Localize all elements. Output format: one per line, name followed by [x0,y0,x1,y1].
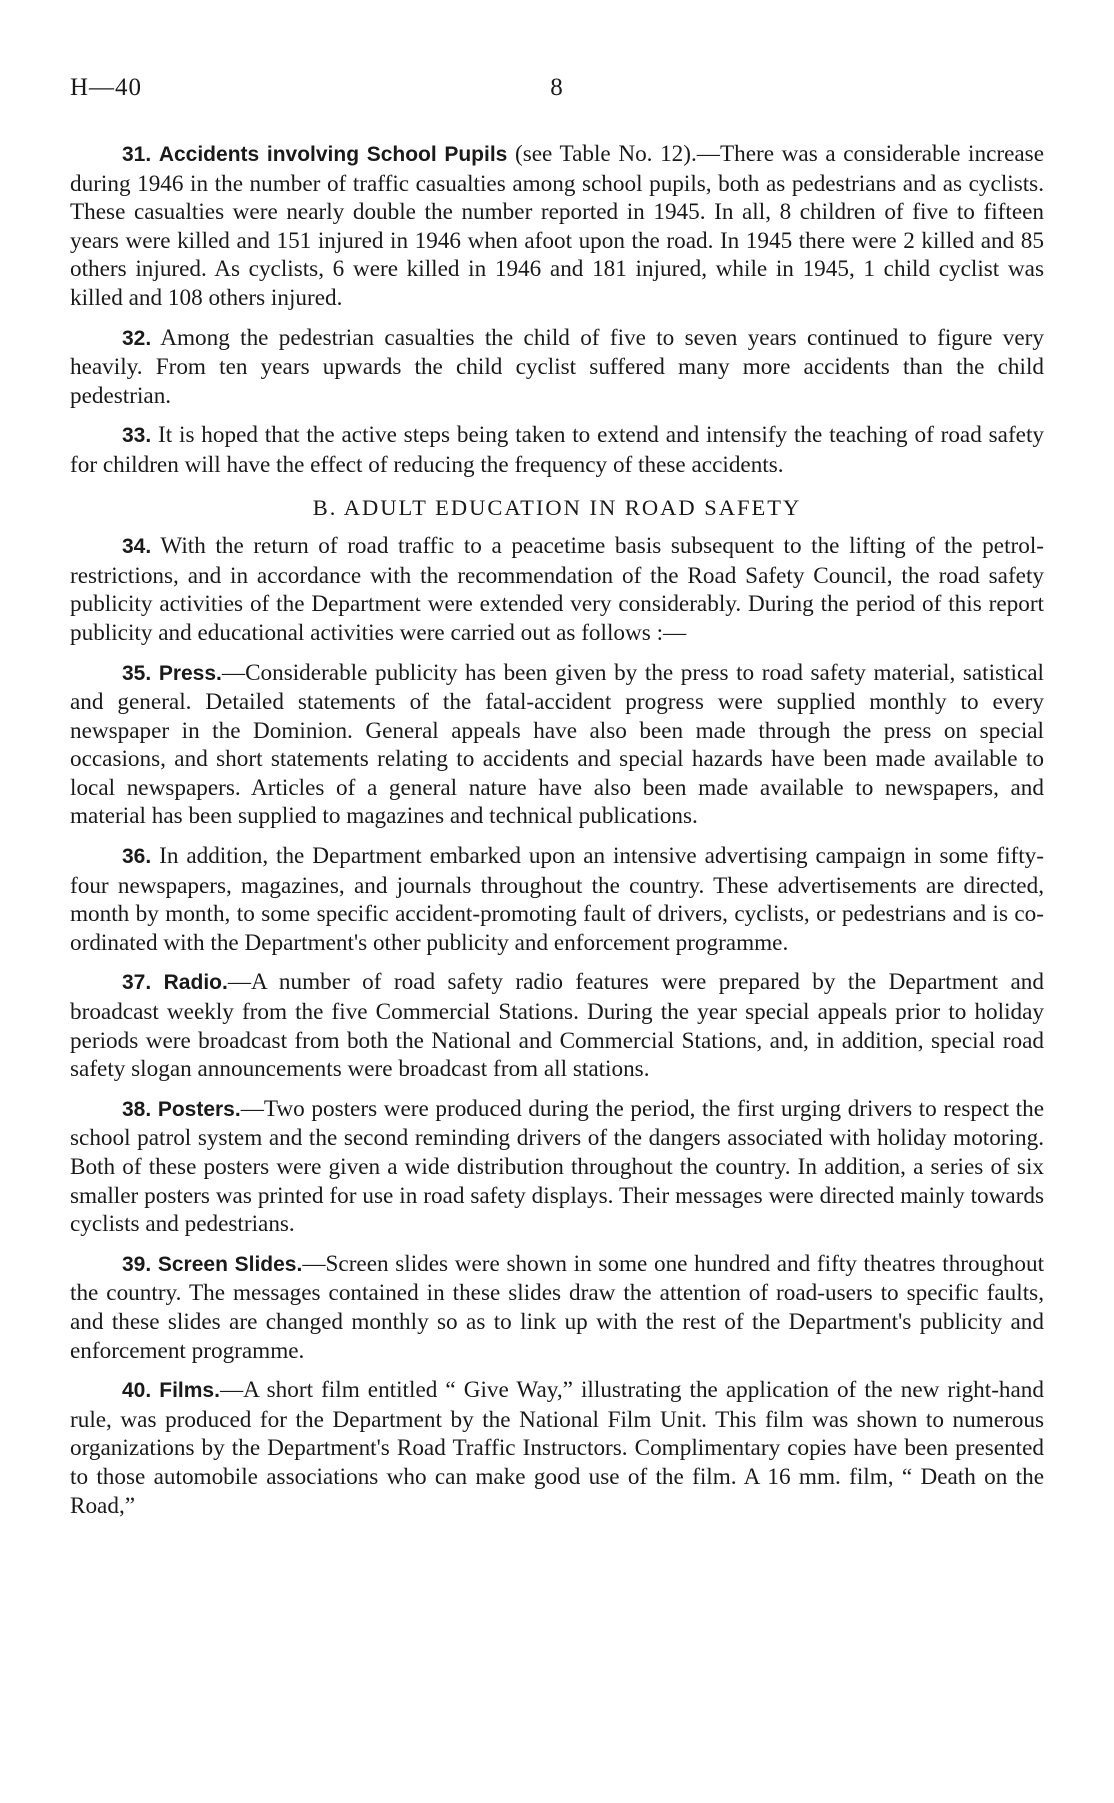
page-number: 8 [550,74,564,101]
paragraph-number: 34. [122,535,152,559]
page-header [70,74,1044,114]
paragraph-text: —A short film entitled “ Give Way,” illustrating the application of the new right-hand rule, was produced for the Department by the National Film Unit. This film was shown to numerous organizations by the Department's Road Traffic Instructors. Complimentary copies have been presented to those automobile associations who can make good use of the film. A 16 mm. film, “ Death on the Road,” [70,1377,1044,1519]
paragraph-32 [70,324,1044,411]
paragraph-number: 32. [122,326,152,350]
paragraph-35 [70,659,1044,832]
document-code: H—40 [70,74,143,101]
paragraph-number: 39. [122,1252,152,1276]
paragraph-text: In addition, the Department embarked upon an intensive advertising campaign in some fifty-four newspapers, magazines, and journals throughout the country. These advertisements are directed, month by month, to some specific accident-promoting fault of drivers, cyclists, or pedestrians and is co-ordinated with the Department's other publicity and enforcement programme. [70,843,1044,956]
paragraph-text: —Considerable publicity has been given by the press to road safety material, satistical and general. Detailed statements of the fatal-accident progress were supplied monthly to every newspaper in the Dominion. General appeals have also been made through the press on special occasions, and short statements relating to accidents and special hazards have been made available to local newspapers. Articles of a general nature have also been made available to newspapers, and material has been supplied to magazines and technical publications. [70,659,1044,830]
page-body [70,140,1044,1531]
paragraph-number: 31. [122,143,152,166]
paragraph-36 [70,842,1044,957]
paragraph-text: It is hoped that the active steps being taken to extend and intensify the teaching of road safety for children will have the effect of reducing the frequency of these accidents. [70,422,1044,478]
paragraph-heading: Radio. [163,971,228,995]
paragraph-number: 35. [122,661,152,685]
paragraph-heading: Press. [158,661,222,685]
paragraph-38 [70,1095,1044,1239]
paragraph-number: 40. [122,1379,152,1403]
paragraph-heading: Accidents involving School Pupils [158,143,508,166]
paragraph-number: 33. [122,424,152,448]
paragraph-number: 37. [122,971,152,995]
paragraph-text: With the return of road traffic to a peacetime basis subsequent to the lifting of the petrol-restrictions, and in accordance with the recommendation of the Road Safety Council, the road safety publicity activities of the Department were extended very considerably. During the period of this report publicity and educational activities were carried out as follows :— [70,533,1044,646]
paragraph-heading: Films. [159,1379,220,1403]
paragraph-heading: Screen Slides. [157,1252,303,1276]
paragraph-number: 38. [122,1097,152,1121]
paragraph-33 [70,421,1044,479]
paragraph-34 [70,532,1044,647]
paragraph-number: 36. [122,845,152,869]
paragraph-37 [70,968,1044,1083]
paragraph-text: —Two posters were produced during the period, the first urging drivers to respect the school patrol system and the second reminding drivers of the dangers associated with holiday motoring. Both of these posters were given a wide distribution throughout the country. In addition, a series of six smaller posters was printed for use in road safety displays. Their messages were directed mainly towards cyclists and pedestrians. [70,1095,1044,1238]
paragraph-40 [70,1376,1044,1520]
section-title: B. ADULT EDUCATION IN ROAD SAFETY [312,494,802,520]
paragraph-text: Among the pedestrian casualties the child of five to seven years continued to figure very heavily. From ten years upwards the child cyclist suffered many more accidents than the child pedestrian. [70,324,1044,409]
paragraph-text: —A number of road safety radio features were prepared by the Department and broadcast weekly from the five Commercial Stations. During the year special appeals prior to holiday periods were broadcast from both the National and Commercial Stations, and, in addition, special road safety slogan announcements were broadcast from all stations. [70,969,1044,1083]
paragraph-text: —Screen slides were shown in some one hundred and fifty theatres throughout the country. The messages contained in these slides draw the attention of road-users to specific faults, and these slides are changed monthly so as to link up with the rest of the Department's publicity and enforcement programme. [70,1250,1045,1364]
paragraph-text: (see Table No. 12).—There was a considerable increase during 1946 in the number of traffic casualties among school pupils, both as pedestrians and as cyclists. These casualties were nearly double the number reported in 1945. In all, 8 children of five to fifteen years were killed and 151 injured in 1946 when afoot upon the road. In 1945 there were 2 killed and 85 others injured. As cyclists, 6 were killed in 1946 and 181 injured, while in 1945, 1 child cyclist was killed and 108 others injured. [70,141,1045,311]
paragraph-31 [70,140,1044,313]
paragraph-39 [70,1250,1044,1365]
paragraph-heading: Posters. [157,1097,241,1121]
